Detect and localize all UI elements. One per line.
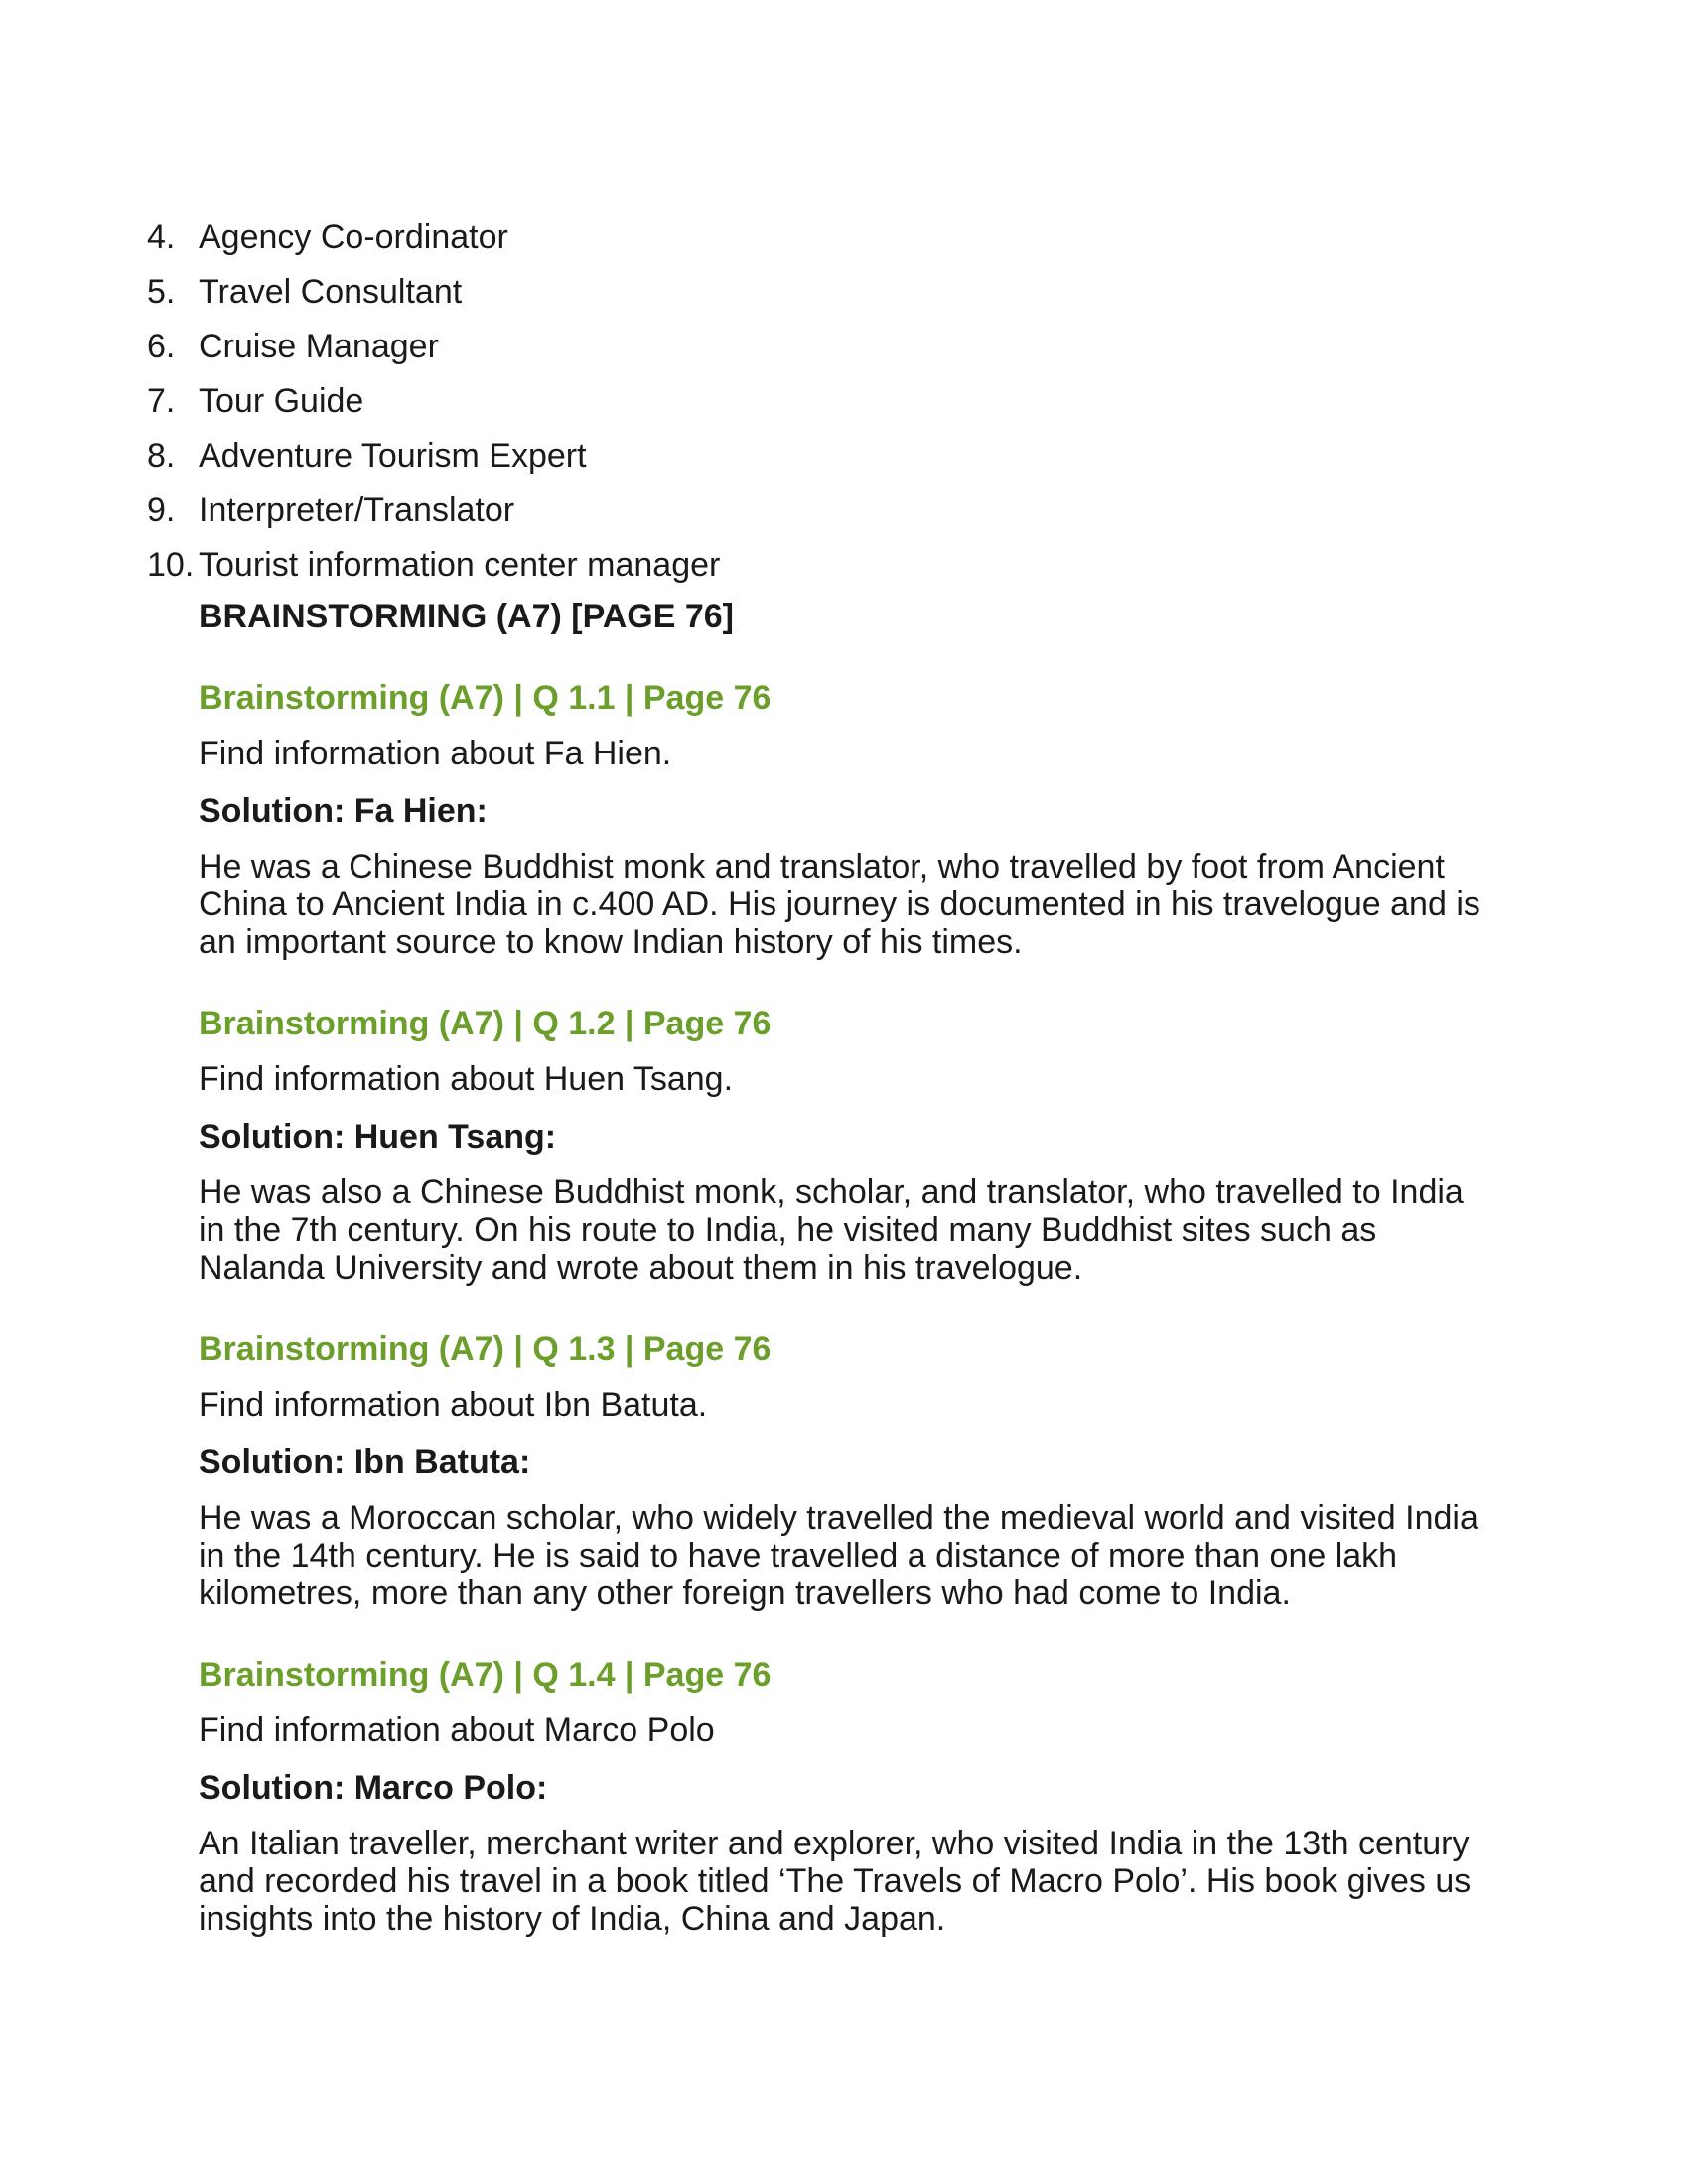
- question-block-1-3: [199, 1326, 1489, 1612]
- list-text: Agency Co-ordinator: [199, 218, 508, 256]
- question-text: Find information about Huen Tsang.: [199, 1060, 734, 1098]
- solution-heading: Solution: Ibn Batuta:: [199, 1443, 531, 1481]
- question-block-1-4: [199, 1652, 1489, 1938]
- section-heading: BRAINSTORMING (A7) [PAGE 76]: [199, 598, 735, 635]
- list-number: 5.: [147, 273, 176, 311]
- question-heading: Brainstorming (A7) | Q 1.2 | Page 76: [199, 1005, 772, 1042]
- solution-heading: Solution: Marco Polo:: [199, 1769, 548, 1807]
- solution-heading: Solution: Huen Tsang:: [199, 1118, 557, 1156]
- list-number: 10.: [147, 546, 195, 584]
- solution-heading: Solution: Fa Hien:: [199, 792, 488, 830]
- list-number: 8.: [147, 437, 176, 475]
- list-number: 6.: [147, 328, 176, 365]
- list-number: 9.: [147, 491, 176, 529]
- solution-text: An Italian traveller, merchant writer and explorer, who visited India in the 13th century and recorded his travel in a book titled ‘The Travels of Macro Polo’. His book gives us insights into the history of India, China and Japan.: [199, 1825, 1472, 1938]
- question-heading: Brainstorming (A7) | Q 1.4 | Page 76: [199, 1656, 772, 1694]
- list-text: Cruise Manager: [199, 328, 439, 365]
- list-text: Adventure Tourism Expert: [199, 437, 587, 475]
- list-text: Travel Consultant: [199, 273, 463, 311]
- list-text: Tour Guide: [199, 382, 364, 420]
- brainstorming-section: [199, 594, 1489, 1978]
- solution-text: He was also a Chinese Buddhist monk, scholar, and translator, who travelled to India in the 7th century. On his route to India, he visited many Buddhist sites such as Nalanda University and wrote about them in his travelogue.: [199, 1173, 1464, 1287]
- question-block-1-2: [199, 1001, 1489, 1287]
- question-text: Find information about Marco Polo: [199, 1711, 715, 1749]
- list-text: Interpreter/Translator: [199, 491, 515, 529]
- question-text: Find information about Fa Hien.: [199, 735, 672, 772]
- solution-text: He was a Chinese Buddhist monk and translator, who travelled by foot from Ancient China to Ancient India in c.400 AD. His journey is documented in his travelogue and is an important source to know Indian history of his times.: [199, 848, 1480, 961]
- question-text: Find information about Ibn Batuta.: [199, 1386, 708, 1424]
- question-block-1-1: [199, 675, 1489, 961]
- list-text: Tourist information center manager: [199, 546, 721, 584]
- question-heading: Brainstorming (A7) | Q 1.3 | Page 76: [199, 1330, 772, 1368]
- list-number: 4.: [147, 218, 176, 256]
- question-heading: Brainstorming (A7) | Q 1.1 | Page 76: [199, 679, 772, 717]
- solution-text: He was a Moroccan scholar, who widely travelled the medieval world and visited India in the 14th century. He is said to have travelled a distance of more than one lakh kilometres, more than any other foreign travellers who had come to India.: [199, 1499, 1478, 1612]
- list-number: 7.: [147, 382, 176, 420]
